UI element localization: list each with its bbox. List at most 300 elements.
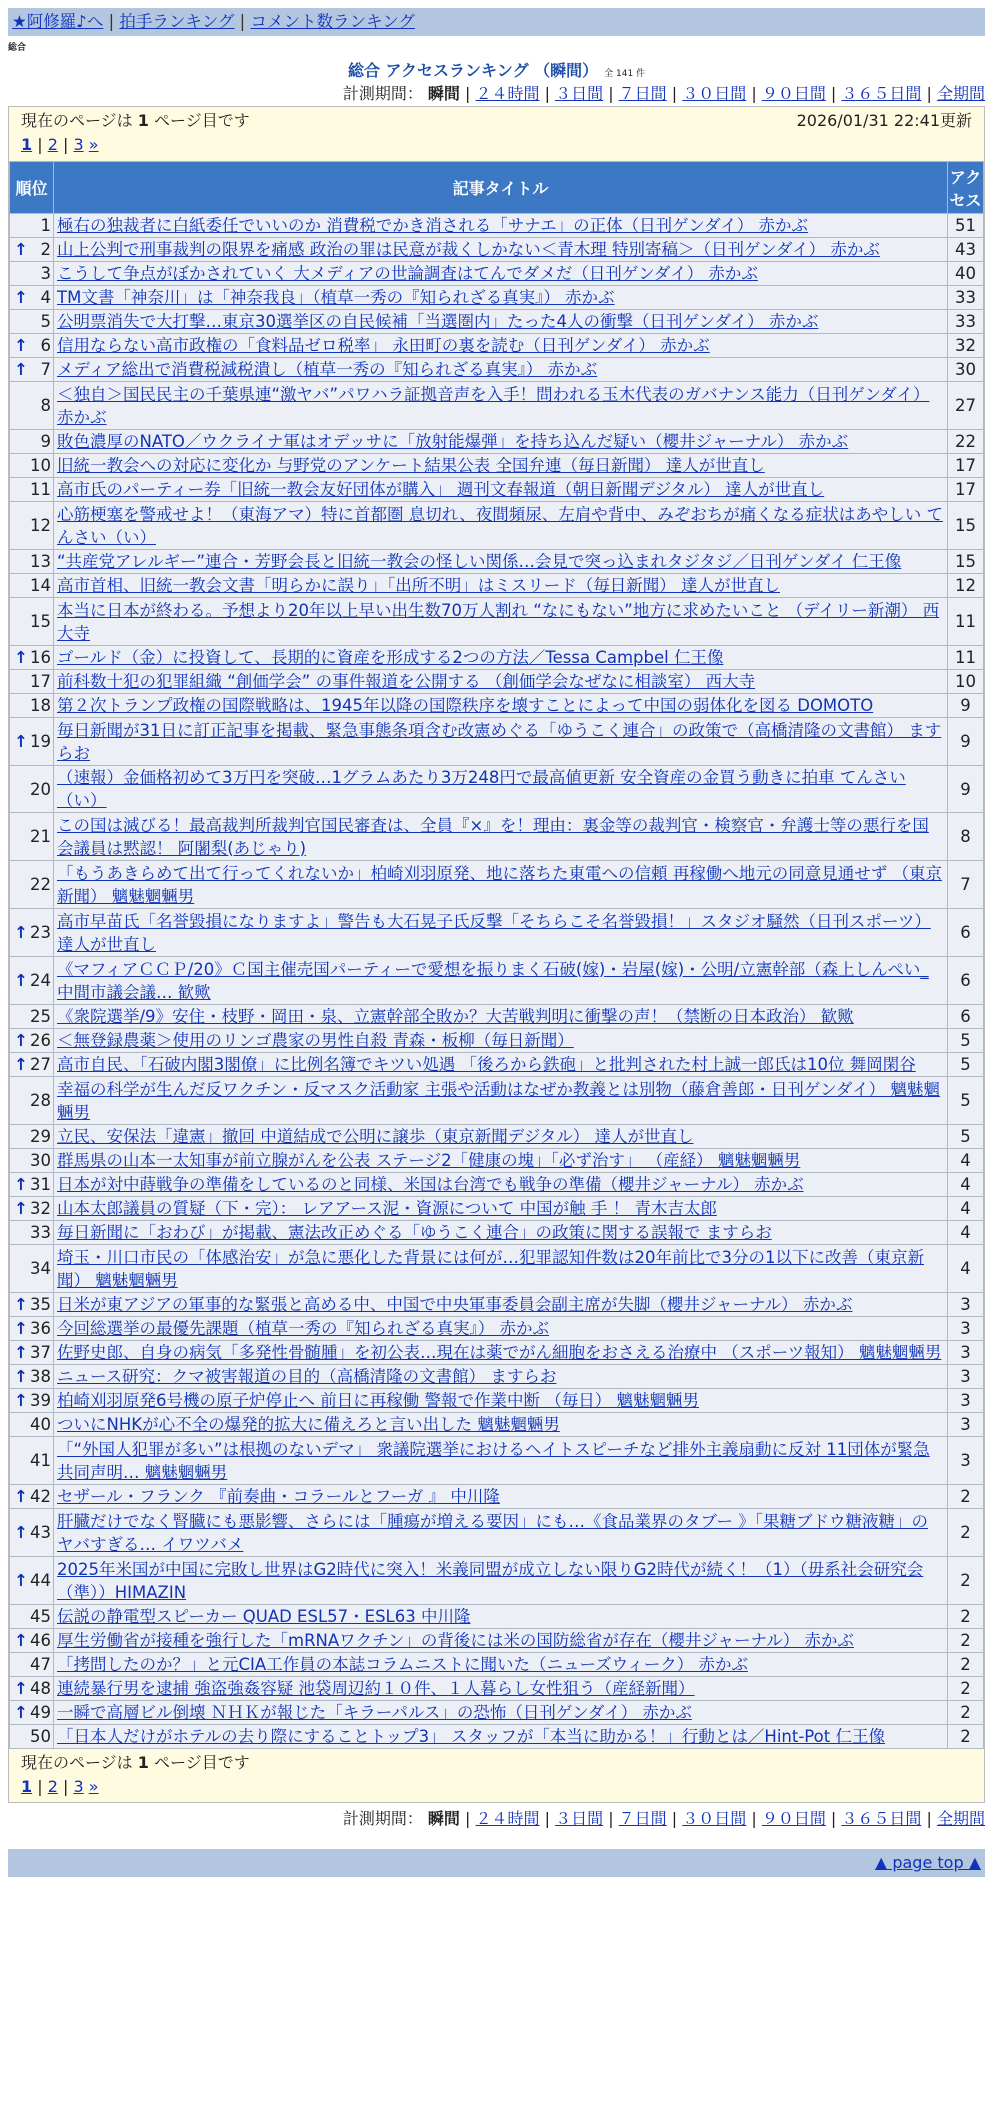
home-link[interactable]: ★阿修羅♪へ bbox=[12, 12, 104, 31]
rank-cell bbox=[10, 718, 54, 766]
page-separator: | bbox=[32, 135, 48, 154]
table-row bbox=[10, 478, 984, 502]
page-link-1[interactable]: 1 bbox=[21, 1777, 33, 1796]
article-link[interactable]: 「もうあきらめて出て行ってくれないか」柏崎刈羽原発、地に落ちた東電への信頼 再稼働へ地元の同意見通せず （東京新聞） 魑魅魍魎男 bbox=[57, 863, 942, 906]
title-cell bbox=[54, 1413, 948, 1437]
rank-cell bbox=[10, 1077, 54, 1125]
table-row bbox=[10, 358, 984, 382]
access-count: 2 bbox=[948, 1557, 984, 1605]
period-link-1[interactable]: ３日間 bbox=[555, 84, 604, 103]
access-count: 9 bbox=[948, 766, 984, 813]
access-count: 4 bbox=[948, 1221, 984, 1245]
article-link[interactable]: 信用ならない高市政権の「食料品ゼロ税率」 永田町の裏を読む（日刊ゲンダイ） 赤かぶ bbox=[57, 336, 710, 355]
table-row bbox=[10, 1029, 984, 1053]
access-count: 4 bbox=[948, 1197, 984, 1221]
footer-bar bbox=[8, 1849, 985, 1877]
rank-number: 14 bbox=[30, 576, 51, 595]
access-count: 9 bbox=[948, 718, 984, 766]
period-separator: | bbox=[666, 1809, 683, 1828]
article-link[interactable]: ニュース研究：クマ被害報道の目的（高橋清隆の文書館） ますらお bbox=[57, 1367, 557, 1386]
article-link[interactable]: ＜無登録農薬＞使用のリンゴ農家の男性自殺 青森・板柳（毎日新聞） bbox=[57, 1031, 574, 1050]
access-count: 2 bbox=[948, 1725, 984, 1749]
rank-cell bbox=[10, 1317, 54, 1341]
rank-up-arrow-icon: ↑ bbox=[14, 1199, 28, 1218]
period-link-3[interactable]: ３０日間 bbox=[682, 1809, 747, 1828]
rank-number: 7 bbox=[40, 360, 51, 379]
title-cell bbox=[54, 1485, 948, 1509]
page-link-2[interactable]: 2 bbox=[47, 135, 58, 154]
page-link-1[interactable]: 1 bbox=[21, 135, 33, 154]
rank-number: 19 bbox=[30, 732, 51, 751]
rank-up-arrow-icon: ↑ bbox=[14, 1295, 28, 1314]
rank-cell bbox=[10, 694, 54, 718]
article-link[interactable]: この国は滅びる！最高裁判所裁判官国民審査は、全員『×』を！理由：裏金等の裁判官・検察官・弁護士等の悪行を国会議員は黙認！ 阿闍梨(あじゃり) bbox=[57, 815, 929, 858]
nav-separator: | bbox=[108, 12, 115, 31]
article-link[interactable]: 毎日新聞に「おわび」が掲載、憲法改正めぐる「ゆうこく連合」の政策に関する誤報で ますらお bbox=[57, 1223, 772, 1242]
rank-up-arrow-icon: ↑ bbox=[14, 1031, 28, 1050]
article-link[interactable]: 高市首相、旧統一教会文書「明らかに誤り」「出所不明」はミスリード（毎日新聞） 達人が世直し bbox=[57, 576, 780, 595]
article-link[interactable]: 「“外国人犯罪が多い”は根拠のないデマ」 衆議院選挙におけるヘイトスピーチなど排外主義扇動に反対 11団体が緊急共同声明… 魑魅魍魎男 bbox=[57, 1439, 930, 1482]
article-link[interactable]: メディア総出で消費税減税潰し（植草一秀の『知られざる真実』） 赤かぶ bbox=[57, 360, 598, 379]
period-link-5[interactable]: ３６５日間 bbox=[841, 1809, 922, 1828]
rank-number: 43 bbox=[30, 1523, 51, 1542]
access-count: 10 bbox=[948, 670, 984, 694]
rank-number: 20 bbox=[30, 779, 51, 799]
rank-number: 13 bbox=[30, 552, 51, 571]
article-link[interactable]: 幸福の科学が生んだ反ワクチン・反マスク活動家 主張や活動はなぜか教義とは別物（藤倉善郎・日刊ゲンダイ） 魑魅魍魎男 bbox=[57, 1079, 940, 1122]
access-count: 33 bbox=[948, 310, 984, 334]
period-label: 計測期間： bbox=[342, 84, 423, 103]
period-link-1[interactable]: ３日間 bbox=[555, 1809, 604, 1828]
rank-number: 22 bbox=[30, 875, 51, 894]
period-separator: | bbox=[746, 84, 762, 103]
article-link[interactable]: 2025年米国が中国に完敗し世界はG2時代に突入！米義同盟が成立しない限りG2時代が続く！（1）（毋系社会研究会（準））HIMAZIN bbox=[57, 1559, 924, 1602]
results-container bbox=[8, 106, 985, 1803]
title-cell bbox=[54, 382, 948, 430]
access-count: 4 bbox=[948, 1173, 984, 1197]
rank-cell bbox=[10, 1389, 54, 1413]
rank-up-arrow-icon: ↑ bbox=[14, 1703, 28, 1722]
article-link[interactable]: こうして争点がぼかされていく 大メディアの世論調査はてんでダメだ（日刊ゲンダイ） 赤かぶ bbox=[57, 264, 758, 283]
article-link[interactable]: 本当に日本が終わる。予想より20年以上早い出生数70万人割れ “なにもない”地方に求めたいこと （デイリー新潮） 西大寺 bbox=[57, 600, 940, 643]
rank-cell bbox=[10, 334, 54, 358]
title-cell bbox=[54, 1053, 948, 1077]
rank-number: 23 bbox=[30, 923, 51, 942]
rank-cell bbox=[10, 1005, 54, 1029]
rank-cell bbox=[10, 454, 54, 478]
title-cell bbox=[54, 1149, 948, 1173]
period-current: 瞬間 bbox=[427, 84, 460, 103]
title-cell bbox=[54, 334, 948, 358]
period-selector-top bbox=[8, 82, 985, 106]
table-row bbox=[10, 382, 984, 430]
rank-number: 21 bbox=[30, 827, 51, 846]
access-count: 15 bbox=[948, 502, 984, 550]
title-cell bbox=[54, 1293, 948, 1317]
period-link-4[interactable]: ９０日間 bbox=[761, 84, 826, 103]
article-link[interactable]: “共産党アレルギー”連合・芳野会長と旧統一教会の怪しい関係…会見で突っ込まれタジタジ／日刊ゲンダイ 仁王像 bbox=[57, 552, 902, 571]
period-separator: | bbox=[921, 1809, 937, 1828]
rank-up-arrow-icon: ↑ bbox=[14, 1679, 28, 1698]
article-link[interactable]: 公明票消失で大打撃…東京30選挙区の自民候補「当選圏内」たった4人の衝撃（日刊ゲンダイ） 赤かぶ bbox=[57, 312, 819, 331]
period-link-5[interactable]: ３６５日間 bbox=[841, 84, 922, 103]
rank-number: 47 bbox=[30, 1655, 51, 1674]
article-link[interactable]: 一瞬で高層ビル倒壊 ＮＨＫが報じた「キラーパルス」の恐怖（日刊ゲンダイ） 赤かぶ bbox=[57, 1703, 692, 1722]
period-separator: | bbox=[825, 1809, 842, 1828]
comment-ranking-link[interactable]: コメント数ランキング bbox=[250, 12, 415, 31]
access-count: 30 bbox=[948, 358, 984, 382]
table-row bbox=[10, 646, 984, 670]
rank-cell bbox=[10, 1245, 54, 1293]
rank-cell bbox=[10, 238, 54, 262]
page-title bbox=[8, 60, 985, 82]
access-count: 51 bbox=[948, 214, 984, 238]
access-count: 22 bbox=[948, 430, 984, 454]
title-cell bbox=[54, 813, 948, 861]
article-link[interactable]: 山本太郎議員の質疑（下・完）： レアアース泥・資源について 中国が触 手 ！ 青木吉太郎 bbox=[57, 1199, 717, 1218]
access-count: 3 bbox=[948, 1317, 984, 1341]
rank-number: 8 bbox=[40, 396, 51, 415]
article-link[interactable]: 《マフィアＣＣＰ/20》Ｃ国主催売国パーティーで愛想を振りまく石破(嫁)・岩屋(嫁)・公明/立憲幹部（森上しんぺい_中間市議会議… 歓歟 bbox=[57, 959, 929, 1002]
page-separator: | bbox=[32, 1777, 48, 1796]
title-cell bbox=[54, 286, 948, 310]
access-count: 6 bbox=[948, 957, 984, 1005]
rank-cell bbox=[10, 358, 54, 382]
article-link[interactable]: 《衆院選挙/9》安住・枝野・岡田・泉、立憲幹部全敗か？大苦戦判明に衝撃の声！（禁断の日本政治） 歓歟 bbox=[57, 1007, 854, 1026]
page-links-top bbox=[21, 133, 972, 157]
rank-number: 24 bbox=[30, 971, 51, 990]
access-count: 12 bbox=[948, 574, 984, 598]
article-link[interactable]: （速報）金価格初めて3万円を突破…1グラムあたり3万248円で最高値更新 安全資産の金買う動きに拍車 てんさい（い） bbox=[57, 768, 906, 810]
pager-top bbox=[9, 107, 984, 161]
article-link[interactable]: 「拷問したのか？」と元CIA工作員の本誌コラムニストに聞いた（ニューズウィーク） 赤かぶ bbox=[57, 1655, 748, 1674]
rank-up-arrow-icon: ↑ bbox=[14, 1343, 28, 1362]
rank-up-arrow-icon: ↑ bbox=[14, 1523, 28, 1542]
rank-cell bbox=[10, 1413, 54, 1437]
col-rank-header: 順位 bbox=[10, 162, 54, 214]
rank-cell bbox=[10, 909, 54, 957]
access-count: 27 bbox=[948, 382, 984, 430]
title-cell bbox=[54, 310, 948, 334]
page-top-link[interactable]: ▲ page top ▲ bbox=[874, 1853, 981, 1872]
article-link[interactable]: 埼玉・川口市民の「体感治安」が急に悪化した背景には何が…犯罪認知件数は20年前比で3分の1以下に改善（東京新聞） 魑魅魍魎男 bbox=[57, 1247, 924, 1290]
rank-cell bbox=[10, 1197, 54, 1221]
clap-ranking-link[interactable]: 拍手ランキング bbox=[119, 12, 235, 31]
page-link-2[interactable]: 2 bbox=[47, 1777, 58, 1796]
rank-cell bbox=[10, 813, 54, 861]
rank-number: 9 bbox=[40, 432, 51, 451]
page-links-bottom bbox=[21, 1775, 972, 1799]
rank-number: 6 bbox=[40, 336, 51, 355]
rank-cell bbox=[10, 646, 54, 670]
rank-up-arrow-icon: ↑ bbox=[14, 336, 28, 355]
rank-cell bbox=[10, 1341, 54, 1365]
access-count: 3 bbox=[948, 1293, 984, 1317]
rank-up-arrow-icon: ↑ bbox=[14, 240, 28, 259]
rank-cell bbox=[10, 766, 54, 813]
title-cell bbox=[54, 238, 948, 262]
period-links bbox=[465, 1809, 985, 1828]
rank-up-arrow-icon: ↑ bbox=[14, 971, 28, 990]
access-count: 2 bbox=[948, 1509, 984, 1557]
article-link[interactable]: 山上公判で刑事裁判の限界を痛感 政治の罪は民意が裁くしかない＜青木理 特別寄稿＞（日刊ゲンダイ） 赤かぶ bbox=[57, 240, 880, 259]
rank-cell bbox=[10, 502, 54, 550]
table-row bbox=[10, 1629, 984, 1653]
article-link[interactable]: 厚生労働省が接種を強行した「mRNAワクチン」の背後には米の国防総省が存在（櫻井ジャーナル） 赤かぶ bbox=[57, 1631, 854, 1650]
article-link[interactable]: 高市早苗氏「名誉毀損になりますよ」警告も大石晃子氏反撃「そちらこそ名誉毀損！」スタジオ騒然（日刊スポーツ） 達人が世直し bbox=[57, 911, 931, 954]
table-row bbox=[10, 1317, 984, 1341]
rank-cell bbox=[10, 1029, 54, 1053]
access-count: 2 bbox=[948, 1485, 984, 1509]
title-cell bbox=[54, 1173, 948, 1197]
title-cell bbox=[54, 1029, 948, 1053]
table-row bbox=[10, 1605, 984, 1629]
table-row bbox=[10, 454, 984, 478]
article-link[interactable]: 高市氏のパーティー券「旧統一教会友好団体が購入」 週刊文春報道（朝日新聞デジタル） 達人が世直し bbox=[57, 480, 825, 499]
article-link[interactable]: 今回総選挙の最優先課題（植草一秀の『知られざる真実』） 赤かぶ bbox=[57, 1319, 549, 1338]
table-row bbox=[10, 1341, 984, 1365]
rank-number: 48 bbox=[30, 1679, 51, 1698]
title-cell bbox=[54, 1557, 948, 1605]
article-link[interactable]: セザール・フランク 『前奏曲・コラールとフーガ 』 中川隆 bbox=[57, 1487, 500, 1506]
article-link[interactable]: 敗色濃厚のNATO／ウクライナ軍はオデッサに「放射能爆弾」を持ち込んだ疑い（櫻井ジャーナル） 赤かぶ bbox=[57, 432, 849, 451]
article-link[interactable]: 柏崎刈羽原発6号機の原子炉停止へ 前日に再稼働 警報で作業中断 （毎日） 魑魅魍魎男 bbox=[57, 1391, 699, 1410]
article-link[interactable]: 「日本人だけがホテルの去り際にすることトップ3」 スタッフが「本当に助かる！」行動とは／Hint-Pot 仁王像 bbox=[57, 1727, 885, 1746]
period-separator: | bbox=[465, 1809, 476, 1828]
article-link[interactable]: 心筋梗塞を警戒せよ！（東海アマ）特に首都圏 息切れ、夜間頻尿、左肩や背中、みぞおちが痛くなる症状はあやしい てんさい（い） bbox=[57, 504, 943, 547]
rank-number: 1 bbox=[40, 216, 51, 235]
article-link[interactable]: 連続暴行男を逮捕 強盗強姦容疑 池袋周辺約１０件、１人暮らし女性狙う（産経新聞） bbox=[57, 1679, 695, 1698]
rank-number: 3 bbox=[40, 264, 51, 283]
rank-number: 33 bbox=[30, 1223, 51, 1242]
rank-cell bbox=[10, 1509, 54, 1557]
table-row bbox=[10, 670, 984, 694]
rank-cell bbox=[10, 310, 54, 334]
rank-cell bbox=[10, 286, 54, 310]
access-count: 2 bbox=[948, 1653, 984, 1677]
nav-separator: | bbox=[239, 12, 246, 31]
rank-number: 42 bbox=[30, 1487, 51, 1506]
title-cell bbox=[54, 909, 948, 957]
rank-number: 27 bbox=[30, 1055, 51, 1074]
table-row bbox=[10, 1677, 984, 1701]
page-separator: | bbox=[57, 1777, 74, 1796]
rank-number: 12 bbox=[30, 516, 51, 535]
rank-number: 31 bbox=[30, 1175, 51, 1194]
period-link-2[interactable]: ７日間 bbox=[618, 1809, 667, 1828]
article-link[interactable]: 高市自民、「石破内閣3閣僚」に比例名簿でキツい処遇 「後ろから鉄砲」と批判された村上誠一郎氏は10位 舞岡閑谷 bbox=[57, 1055, 916, 1074]
rank-cell bbox=[10, 1053, 54, 1077]
table-row bbox=[10, 1149, 984, 1173]
access-count: 3 bbox=[948, 1413, 984, 1437]
rank-number: 40 bbox=[30, 1415, 51, 1434]
title-cell bbox=[54, 574, 948, 598]
rank-number: 37 bbox=[30, 1343, 51, 1362]
rank-up-arrow-icon: ↑ bbox=[14, 648, 28, 667]
rank-cell bbox=[10, 574, 54, 598]
period-link-0[interactable]: ２４時間 bbox=[475, 84, 540, 103]
current-page-text-bottom: 現在のページは 1 ページ目です bbox=[21, 1753, 250, 1772]
table-row bbox=[10, 1365, 984, 1389]
access-count: 4 bbox=[948, 1149, 984, 1173]
col-title-header: 記事タイトル bbox=[54, 162, 948, 214]
title-cell bbox=[54, 1365, 948, 1389]
rank-cell bbox=[10, 382, 54, 430]
access-count: 6 bbox=[948, 1005, 984, 1029]
table-row bbox=[10, 1485, 984, 1509]
access-count: 2 bbox=[948, 1701, 984, 1725]
title-cell bbox=[54, 550, 948, 574]
access-count: 32 bbox=[948, 334, 984, 358]
rank-cell bbox=[10, 1365, 54, 1389]
period-current: 瞬間 bbox=[427, 1809, 460, 1828]
article-link[interactable]: TM文書「神奈川」は「神奈我良」（植草一秀の『知られざる真実』） 赤かぶ bbox=[57, 288, 615, 307]
period-separator: | bbox=[539, 1809, 556, 1828]
rank-number: 32 bbox=[30, 1199, 51, 1218]
access-count: 2 bbox=[948, 1677, 984, 1701]
table-row bbox=[10, 1437, 984, 1485]
rank-up-arrow-icon: ↑ bbox=[14, 288, 28, 307]
rank-number: 41 bbox=[30, 1451, 51, 1470]
page-link-3[interactable]: 3 bbox=[73, 135, 84, 154]
article-link[interactable]: 極右の独裁者に白紙委任でいいのか 消費税でかき消される「サナエ」の正体（日刊ゲンダイ） 赤かぶ bbox=[57, 216, 809, 235]
table-row bbox=[10, 1173, 984, 1197]
rank-number: 11 bbox=[30, 480, 51, 499]
title-cell bbox=[54, 1197, 948, 1221]
article-link[interactable]: 旧統一教会への対応に変化か 与野党のアンケート結果公表 全国弁連（毎日新聞） 達人が世直し bbox=[57, 456, 765, 475]
rank-up-arrow-icon: ↑ bbox=[14, 1319, 28, 1338]
rank-number: 50 bbox=[30, 1727, 51, 1746]
rank-cell bbox=[10, 550, 54, 574]
article-link[interactable]: ＜独自＞国民民主の千葉県連“激ヤバ”パワハラ証拠音声を入手！問われる玉木代表のガバナンス能力（日刊ゲンダイ） 赤かぶ bbox=[57, 384, 930, 427]
rank-cell bbox=[10, 1437, 54, 1485]
title-cell bbox=[54, 430, 948, 454]
table-row bbox=[10, 1413, 984, 1437]
article-link[interactable]: 日米が東アジアの軍事的な緊張と高める中、中国で中央軍事委員会副主席が失脚（櫻井ジャーナル） 赤かぶ bbox=[57, 1295, 853, 1314]
table-row bbox=[10, 1701, 984, 1725]
page-link-3[interactable]: 3 bbox=[73, 1777, 84, 1796]
table-row bbox=[10, 909, 984, 957]
rank-number: 45 bbox=[30, 1607, 51, 1626]
rank-number: 34 bbox=[30, 1259, 51, 1278]
article-link[interactable]: 毎日新聞が31日に訂正記事を掲載、緊急事態条項含む改憲めぐる「ゆうこく連合」の政策で（高橋清隆の文書館） ますらお bbox=[57, 720, 942, 763]
total-count: 全 141 件 bbox=[604, 69, 646, 79]
rank-cell bbox=[10, 1629, 54, 1653]
title-cell bbox=[54, 1077, 948, 1125]
rank-up-arrow-icon: ↑ bbox=[14, 1055, 28, 1074]
title-cell bbox=[54, 262, 948, 286]
table-row bbox=[10, 286, 984, 310]
period-link-6[interactable]: 全期間 bbox=[936, 1809, 985, 1828]
table-row bbox=[10, 766, 984, 813]
rank-up-arrow-icon: ↑ bbox=[14, 1631, 28, 1650]
period-link-3[interactable]: ３０日間 bbox=[682, 84, 747, 103]
next-page-link[interactable]: » bbox=[88, 135, 99, 154]
title-cell bbox=[54, 670, 948, 694]
section-label: 総合 bbox=[8, 43, 27, 53]
title-cell bbox=[54, 1725, 948, 1749]
period-link-4[interactable]: ９０日間 bbox=[761, 1809, 826, 1828]
table-row bbox=[10, 1725, 984, 1749]
rank-cell bbox=[10, 1701, 54, 1725]
rank-cell bbox=[10, 1605, 54, 1629]
rank-number: 26 bbox=[30, 1031, 51, 1050]
access-count: 2 bbox=[948, 1629, 984, 1653]
period-separator: | bbox=[465, 84, 476, 103]
title-cell bbox=[54, 957, 948, 1005]
table-row bbox=[10, 502, 984, 550]
page-title-text: 総合 アクセスランキング （瞬間） bbox=[347, 61, 599, 80]
access-count: 5 bbox=[948, 1029, 984, 1053]
article-link[interactable]: 群馬県の山本一太知事が前立腺がんを公表 ステージ2「健康の塊」「必ず治す」 （産経） 魑魅魍魎男 bbox=[57, 1151, 801, 1170]
period-link-0[interactable]: ２４時間 bbox=[475, 1809, 540, 1828]
rank-up-arrow-icon: ↑ bbox=[14, 923, 28, 942]
title-cell bbox=[54, 1005, 948, 1029]
pager-bottom bbox=[9, 1749, 984, 1802]
access-count: 8 bbox=[948, 813, 984, 861]
title-cell bbox=[54, 1605, 948, 1629]
title-cell bbox=[54, 1701, 948, 1725]
title-cell bbox=[54, 718, 948, 766]
table-row bbox=[10, 1557, 984, 1605]
access-count: 33 bbox=[948, 286, 984, 310]
access-count: 11 bbox=[948, 598, 984, 646]
period-link-2[interactable]: ７日間 bbox=[618, 84, 667, 103]
article-link[interactable]: 第２次トランプ政権の国際戦略は、1945年以降の国際秩序を壊すことによって中国の弱体化を図る DOMOTO bbox=[57, 696, 874, 715]
article-link[interactable]: ついにNHKが心不全の爆発的拡大に備えろと言い出した 魑魅魍魎男 bbox=[57, 1415, 560, 1434]
table-row bbox=[10, 1125, 984, 1149]
title-cell bbox=[54, 454, 948, 478]
table-row bbox=[10, 262, 984, 286]
article-link[interactable]: 前科数十犯の犯罪組織 “創価学会” の事件報道を公開する （創価学会なぜなに相談室） 西大寺 bbox=[57, 672, 756, 691]
current-page-text: 現在のページは 1 ページ目です bbox=[21, 111, 250, 130]
title-cell bbox=[54, 861, 948, 909]
article-link[interactable]: 日本が対中蒔戦争の準備をしているのと同様、米国は台湾でも戦争の準備（櫻井ジャーナル） 赤かぶ bbox=[57, 1175, 804, 1194]
table-row bbox=[10, 550, 984, 574]
title-cell bbox=[54, 214, 948, 238]
rank-cell bbox=[10, 1149, 54, 1173]
article-link[interactable]: 立民、安保法「違憲」撤回 中道結成で公明に譲歩（東京新聞デジタル） 達人が世直し bbox=[57, 1127, 694, 1146]
article-link[interactable]: 伝説の静電型スピーカー QUAD ESL57・ESL63 中川隆 bbox=[57, 1607, 471, 1626]
next-page-link[interactable]: » bbox=[88, 1777, 99, 1796]
title-cell bbox=[54, 1509, 948, 1557]
rank-up-arrow-icon: ↑ bbox=[14, 1175, 28, 1194]
period-label: 計測期間： bbox=[342, 1809, 423, 1828]
rank-number: 38 bbox=[30, 1367, 51, 1386]
table-row bbox=[10, 574, 984, 598]
rank-cell bbox=[10, 1125, 54, 1149]
article-link[interactable]: 佐野史郎、自身の病気「多発性骨髄腫」を初公表…現在は薬でがん細胞をおさえる治療中 （スポーツ報知） 魑魅魍魎男 bbox=[57, 1343, 942, 1362]
period-separator: | bbox=[603, 84, 619, 103]
access-count: 15 bbox=[948, 550, 984, 574]
period-link-6[interactable]: 全期間 bbox=[936, 84, 985, 103]
rank-cell bbox=[10, 670, 54, 694]
article-link[interactable]: ゴールド（金）に投資して、長期的に資産を形成する2つの方法／Tessa Campbel 仁王像 bbox=[57, 648, 724, 667]
title-cell bbox=[54, 1389, 948, 1413]
article-link[interactable]: 肝臓だけでなく腎臓にも悪影響、さらには「腫瘍が増える要因」にも…《食品業界のタブー 》「果糖ブドウ糖液糖」のヤバすぎる… イワツバメ bbox=[57, 1511, 928, 1554]
table-row bbox=[10, 1005, 984, 1029]
table-row bbox=[10, 1509, 984, 1557]
access-count: 43 bbox=[948, 238, 984, 262]
period-separator: | bbox=[921, 84, 937, 103]
title-cell bbox=[54, 1221, 948, 1245]
access-count: 3 bbox=[948, 1341, 984, 1365]
table-row bbox=[10, 1389, 984, 1413]
rank-number: 35 bbox=[30, 1295, 51, 1314]
title-cell bbox=[54, 502, 948, 550]
title-cell bbox=[54, 598, 948, 646]
access-count: 9 bbox=[948, 694, 984, 718]
